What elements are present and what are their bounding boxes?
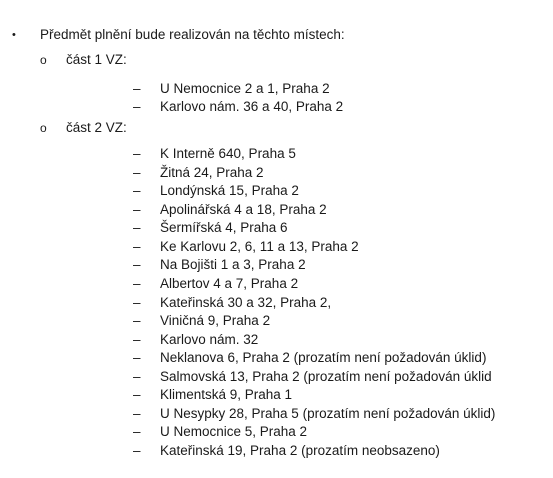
list-item: Šermířská 4, Praha 6 xyxy=(160,220,288,235)
bullet-circle: o xyxy=(40,121,47,135)
list-item: Londýnská 15, Praha 2 xyxy=(160,183,299,198)
list-item: Apolinářská 4 a 18, Praha 2 xyxy=(160,202,327,217)
dash-marker: – xyxy=(133,81,141,96)
list-item: Viničná 9, Praha 2 xyxy=(160,313,271,328)
dash-marker: – xyxy=(133,369,141,384)
dash-marker: – xyxy=(133,99,141,114)
list-item: Na Bojišti 1 a 3, Praha 2 xyxy=(160,257,306,272)
dash-marker: – xyxy=(133,350,141,365)
list-item: Kateřinská 19, Praha 2 (prozatím neobsazeno) xyxy=(160,443,440,458)
dash-marker: – xyxy=(133,276,141,291)
list-item: U Nemocnice 5, Praha 2 xyxy=(160,424,308,439)
list-item: Salmovská 13, Praha 2 (prozatím není požadován úklid xyxy=(160,369,492,384)
dash-marker: – xyxy=(133,183,141,198)
list-item: U Nesypky 28, Praha 5 (prozatím není požadován úklid) xyxy=(160,406,496,421)
dash-marker: – xyxy=(133,443,141,458)
dash-marker: – xyxy=(133,202,141,217)
dash-marker: – xyxy=(133,220,141,235)
list-item: Neklanova 6, Praha 2 (prozatím není požadován úklid) xyxy=(160,350,487,365)
dash-marker: – xyxy=(133,257,141,272)
bullet-disc: • xyxy=(12,29,16,41)
dash-marker: – xyxy=(133,313,141,328)
list-item: U Nemocnice 2 a 1, Praha 2 xyxy=(160,81,330,96)
intro-text: Předmět plnění bude realizován na těchto místech: xyxy=(40,27,345,42)
dash-marker: – xyxy=(133,332,141,347)
group-title: část 2 VZ: xyxy=(66,120,127,135)
dash-marker: – xyxy=(133,406,141,421)
list-item: Kateřinská 30 a 32, Praha 2, xyxy=(160,295,332,310)
list-item: Ke Karlovu 2, 6, 11 a 13, Praha 2 xyxy=(160,239,359,254)
dash-marker: – xyxy=(133,424,141,439)
list-item: Žitná 24, Praha 2 xyxy=(160,165,264,180)
list-item: Karlovo nám. 32 xyxy=(160,332,259,347)
bullet-circle: o xyxy=(40,53,47,67)
dash-marker: – xyxy=(133,295,141,310)
dash-marker: – xyxy=(133,165,141,180)
list-item: Albertov 4 a 7, Praha 2 xyxy=(160,276,299,291)
dash-marker: – xyxy=(133,239,141,254)
list-item: K Interně 640, Praha 5 xyxy=(160,146,296,161)
list-item: Klimentská 9, Praha 1 xyxy=(160,387,293,402)
list-item: Karlovo nám. 36 a 40, Praha 2 xyxy=(160,99,344,114)
dash-marker: – xyxy=(133,387,141,402)
dash-marker: – xyxy=(133,146,141,161)
group-title: část 1 VZ: xyxy=(66,52,127,67)
